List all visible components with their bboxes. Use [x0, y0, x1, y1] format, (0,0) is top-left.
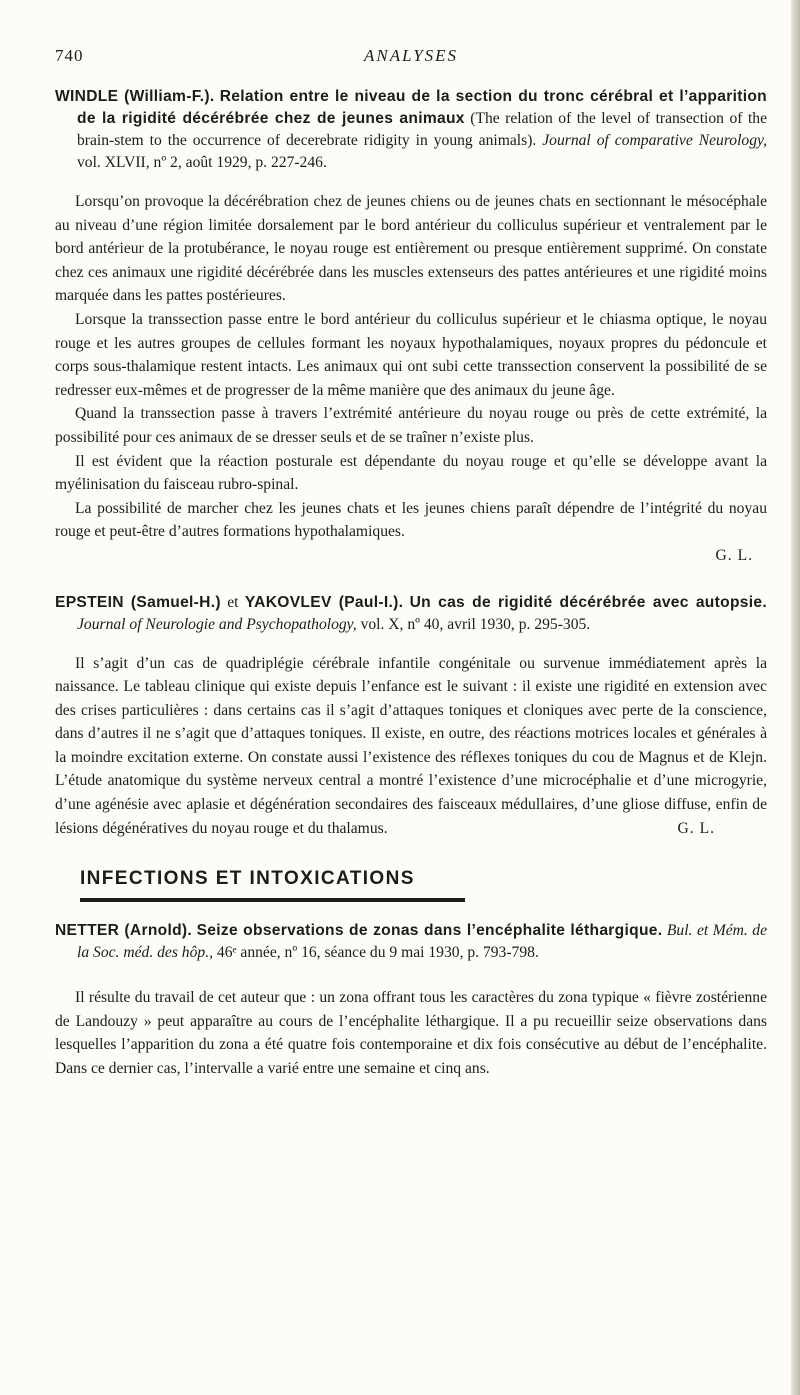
article-windle — [55, 86, 767, 568]
reviewer-signature: G. L. — [677, 819, 715, 837]
journal-name: Bul. et Mém. de la Soc. méd. des hôp., — [77, 922, 767, 962]
page-number: 740 — [55, 46, 84, 65]
article-body — [55, 986, 767, 1080]
journal-reference: vol. X, nº 40, avril 1930, p. 295-305. — [360, 615, 591, 633]
article-author: NETTER (Arnold). — [55, 922, 193, 940]
paragraph: Il est évident que la réaction posturale est dépendante du noyau rouge et qu’elle se développe avant la myélinisation du faisceau rubro-spinal. — [55, 452, 767, 494]
article-citation — [55, 86, 767, 174]
document-page — [55, 38, 767, 1081]
journal-reference: 46ᵉ année, nº 16, séance du 9 mai 1930, p. 793-798. — [216, 944, 539, 962]
article-netter — [55, 920, 767, 1080]
article-author: EPSTEIN (Samuel-H.) — [55, 593, 221, 611]
paragraph: Lorsqu’on provoque la décérébration chez de jeunes chiens ou de jeunes chats en sectionnant le mésocéphale au niveau d’une région limitée dorsalement par le bord antérieur du colliculus supérieur et ventralement par le bord antérieur de la protubérance, le noyau rouge est entièrement ou presque entièrement supprimé. On constate chez ces animaux une rigidité décérébrée dans les muscles extenseurs des pattes antérieures et une rigidité moins marquée dans les pattes postérieures. — [55, 193, 767, 305]
article-author: WINDLE (William-F.). — [55, 88, 215, 105]
paragraph: La possibilité de marcher chez les jeunes chats et les jeunes chiens paraît dépendre de l’intégrité du noyau rouge et peut-être d’autres formations hypothalamiques. — [55, 499, 767, 541]
article-body — [55, 190, 767, 568]
running-head: ANALYSES — [363, 46, 459, 65]
journal-name: Journal of Neurologie and Psychopathology, — [77, 615, 357, 633]
article-coauthor: YAKOVLEV (Paul-I.). — [244, 593, 404, 611]
original-title: (The relation of the level of transection of the brain-stem to the occurrence of decerebrate ridigity in young animals). — [77, 110, 767, 149]
article-title: Relation entre le niveau de la section du tronc cérébral et l’apparition de la rigidité décérébrée chez de jeunes animaux — [77, 88, 767, 127]
paragraph-text: Il s’agit d’un cas de quadriplégie cérébrale infantile congénitale ou survenue immédiatement après la naissance. Le tableau clinique qui existe depuis l’enfance est le suivant : il existe une rigidité en extension avec des crises particulières : dans certains cas il s’agit d’attaques toniques et cloniques avec perte de la conscience, dans d’autres il ne s’agit que d’attaques toniques. Il existe, en outre, des réactions motrices locales et générales à la moindre excitation externe. On constate aussi l’existence des réflexes toniques du cou de Magnus et de Klejn. L’étude anatomique du système nerveux central a montré l’existence d’une microcéphalie et d’une microgyrie, d’une agénésie avec aplasie et dégénération secondaires des faisceaux médullaires, d’une gliose diffuse, enfin de lésions dégénératives du noyau rouge et du thalamus. — [55, 654, 767, 837]
article-citation — [55, 920, 767, 964]
article-epstein — [55, 592, 767, 841]
page-header — [55, 38, 767, 64]
paragraph: Il résulte du travail de cet auteur que : un zona offrant tous les caractères du zona typique « fièvre zostérienne de Landouzy » peut apparaître au cours de l’encéphalite léthargique. Il a pu recueillir seize observations dans lesquelles l’apparition du zona a été quatre fois contemporaine et dix fois consécutive au début de l’encéphalite. Dans ce dernier cas, l’intervalle a varié entre une semaine et cinq ans. — [55, 989, 767, 1078]
section-heading: INFECTIONS ET INTOXICATIONS — [80, 868, 465, 902]
author-connector: et — [227, 593, 239, 611]
paragraph: Quand la transsection passe à travers l’extrémité antérieure du noyau rouge ou près de cette extrémité, la possibilité pour ces animaux de se dresser seuls et de se traîner n’existe plus. — [55, 405, 767, 446]
article-body — [55, 652, 767, 841]
article-title: Un cas de rigidité décérébrée avec autopsie. — [409, 593, 767, 611]
article-citation — [55, 592, 767, 636]
paragraph — [55, 652, 767, 841]
paragraph: Lorsque la transsection passe entre le bord antérieur du colliculus supérieur et le chiasma optique, le noyau rouge et les autres groupes de cellules formant les noyaux hypothalamiques, noyaux propres du pédoncule et corps sous-thalamique restent intacts. Les animaux qui ont subi cette transsection conservent la possibilité de se redresser eux-mêmes et de progresser de la même manière que des animaux du jeune âge. — [55, 310, 767, 399]
page-edge-shadow — [791, 0, 800, 1395]
article-title: Seize observations de zonas dans l’encéphalite léthargique. — [196, 922, 663, 940]
journal-reference: vol. XLVII, nº 2, août 1929, p. 227-246. — [77, 154, 327, 171]
reviewer-signature: G. L. — [715, 546, 753, 564]
journal-name: Journal of comparative Neurology, — [542, 132, 767, 149]
